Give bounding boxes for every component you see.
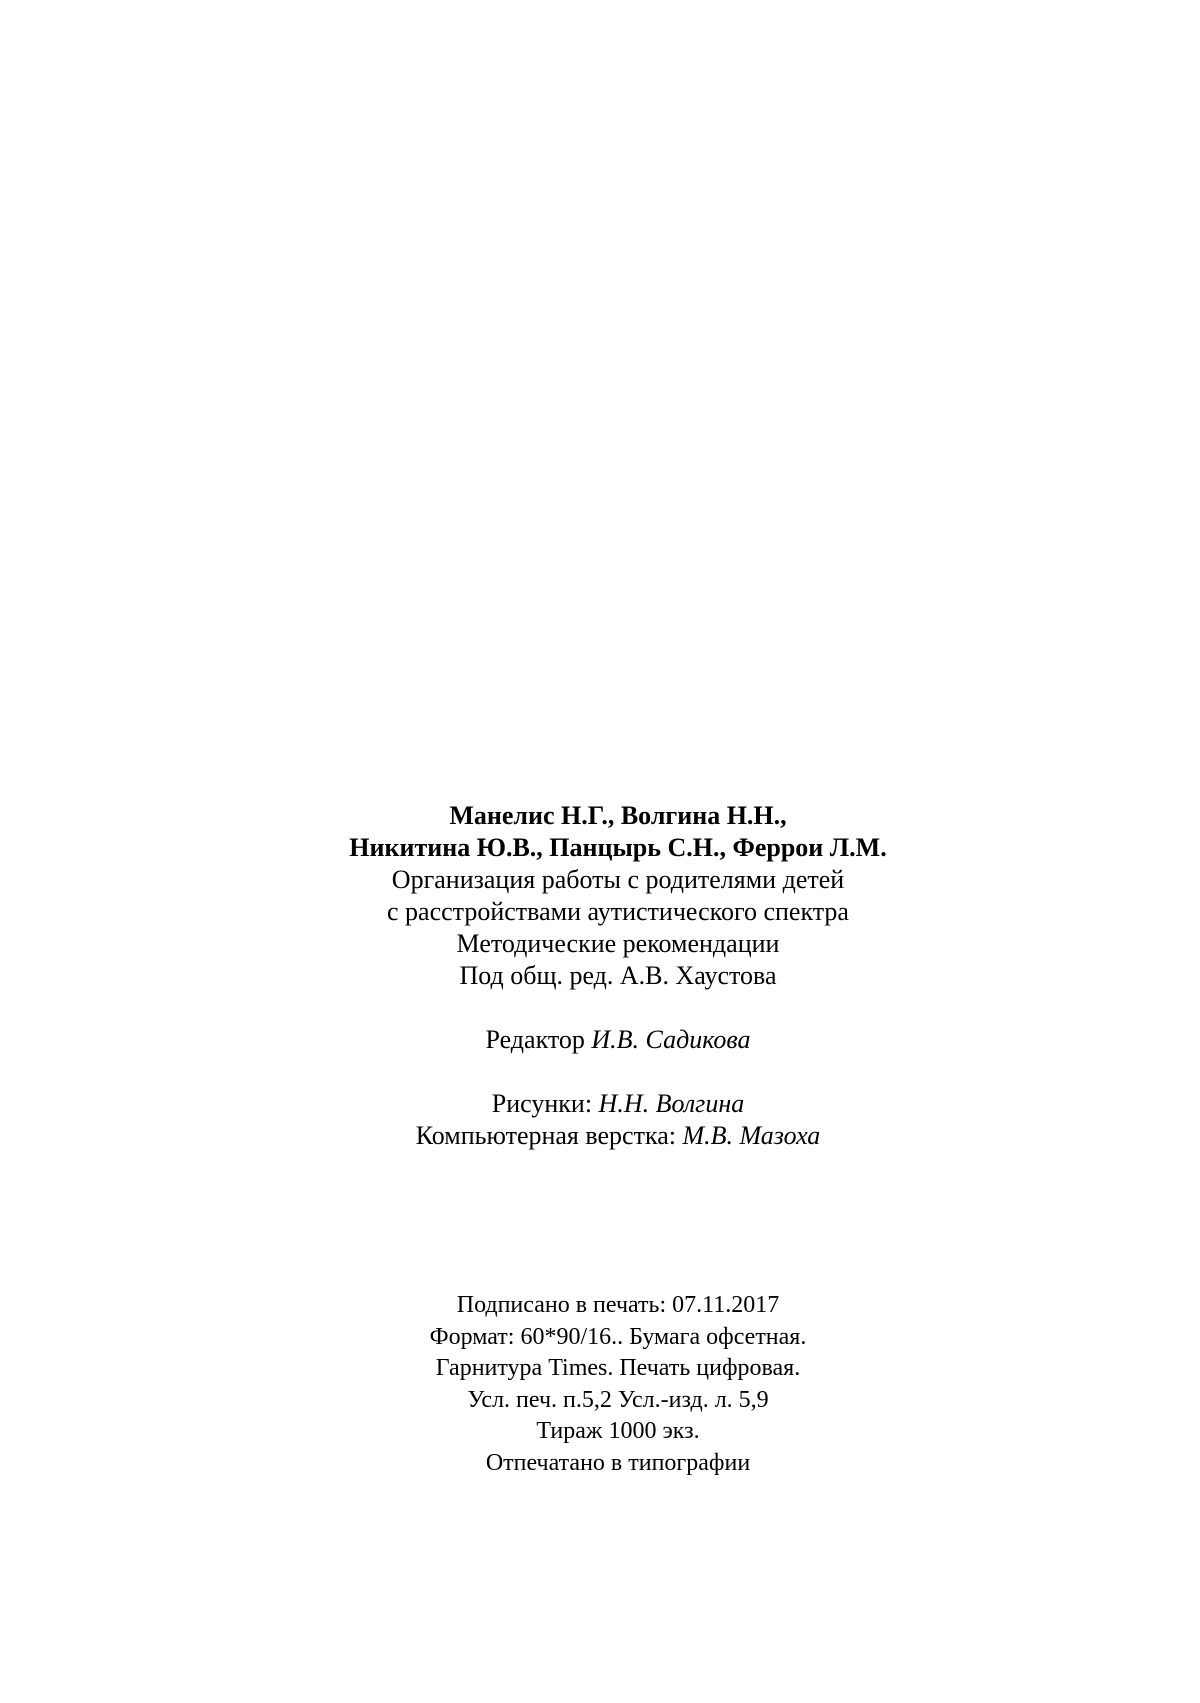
editor-credit (0, 1024, 1200, 1056)
editor-name: И.В. Садикова (591, 1025, 751, 1054)
layout-name: М.В. Мазоха (682, 1121, 821, 1150)
editor-label: Редактор (485, 1025, 585, 1054)
credits-block (0, 800, 1200, 1152)
genre-line: Методические рекомендации (456, 929, 780, 958)
title-line: Организация работы с родителями детей (391, 865, 845, 894)
general-editor-line: Под общ. ред. А.В. Хаустова (459, 961, 777, 990)
imprint-line: Гарнитура Times. Печать цифровая. (435, 1355, 801, 1381)
authors-line: Манелис Н.Г., Волгина Н.Н., (449, 801, 787, 830)
imprint-line: Тираж 1000 экз. (536, 1418, 700, 1444)
imprint-line: Формат: 60*90/16.. Бумага офсетная. (429, 1323, 807, 1350)
spacer (0, 1056, 1200, 1088)
illustrations-credit (0, 1088, 1200, 1120)
illustrations-name: Н.Н. Волгина (598, 1089, 745, 1118)
layout-label: Компьютерная верстка: (415, 1121, 676, 1150)
imprint-block (0, 1290, 1200, 1479)
title-line: с расстройствами аутистического спектра (387, 897, 849, 926)
authors-line: Никитина Ю.В., Панцырь С.Н., Феррои Л.М. (349, 833, 887, 862)
layout-credit (0, 1120, 1200, 1152)
imprint-line: Подписано в печать: 07.11.2017 (456, 1292, 780, 1318)
imprint-line: Усл. печ. п.5,2 Усл.-изд. л. 5,9 (467, 1386, 769, 1413)
illustrations-label: Рисунки: (491, 1089, 593, 1118)
spacer (0, 992, 1200, 1024)
imprint-line: Отпечатано в типографии (485, 1449, 751, 1476)
